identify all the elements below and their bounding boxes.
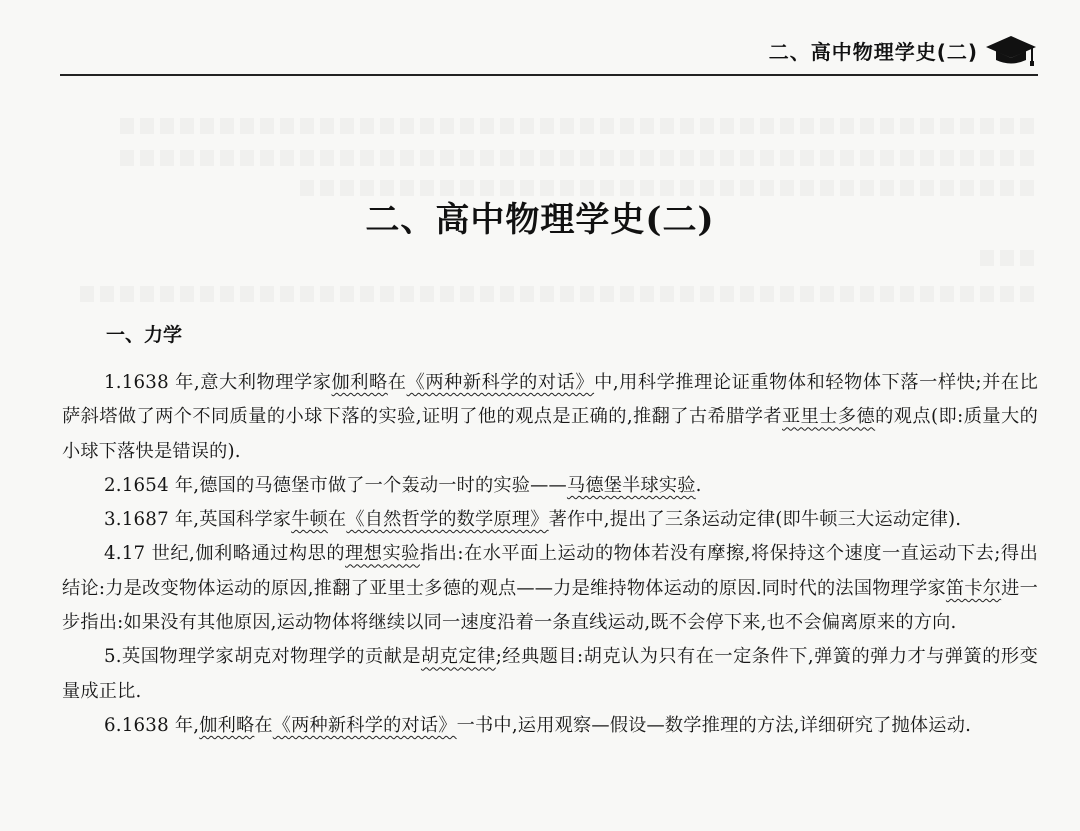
item-text: 6.1638 年,	[104, 714, 200, 736]
running-header-title: 二、高中物理学史(二)	[768, 39, 978, 64]
item-text: 4.17 世纪,伽利略通过构思的	[104, 543, 346, 565]
key-term: 《两种新科学的对话》	[406, 372, 595, 393]
item-text: 中,用科学推理论证重物体和轻物体下落一样快;并在比萨斜塔做了两个不同质量的小球下落的实验,证明了他的观点是正确的,推翻了古希腊学者	[62, 372, 1039, 428]
key-term: 伽利略	[331, 372, 388, 393]
item-text: 5.英国物理学家胡克对物理学的贡献是	[104, 646, 421, 668]
item-text: 1.1638 年,意大利物理学家	[104, 372, 332, 393]
list-item	[62, 366, 1038, 469]
list-item	[62, 469, 1038, 503]
list-item	[62, 640, 1038, 709]
item-text: 进一步指出:如果没有其他原因,运动物体将继续以同一速度沿着一条直线运动,既不会停下来,也不会偏离原来的方向.	[62, 577, 1038, 634]
item-list	[62, 366, 1038, 743]
list-item	[62, 503, 1038, 537]
graduation-cap-icon	[984, 32, 1038, 68]
item-text: 著作中,提出了三条运动定律(即牛顿三大运动定律).	[548, 509, 962, 531]
key-term: 《自然哲学的数学原理》	[346, 509, 549, 531]
key-term: 理想实验	[345, 543, 420, 565]
page-title: 二、高中物理学史(二)	[365, 200, 715, 240]
running-header	[769, 32, 1038, 68]
item-text: ;经典题目:胡克认为只有在一定条件下,弹簧的弹力才与弹簧的形变量成正比.	[62, 646, 1038, 702]
item-text: .	[695, 474, 702, 496]
item-text: 在	[327, 509, 347, 531]
key-term: 牛顿	[291, 509, 328, 531]
list-item	[62, 537, 1038, 640]
key-term: 亚里士多德	[782, 406, 876, 428]
item-text: 指出:在水平面上运动的物体若没有摩擦,将保持这个速度一直运动下去;得出结论:力是改变物体运动的原因,推翻了亚里士多德的观点——力是维持物体运动的原因.同时代的法国物理学家	[62, 543, 1038, 599]
key-term: 《两种新科学的对话》	[272, 714, 457, 736]
key-term: 马德堡半球实验	[566, 474, 696, 496]
header-rule	[60, 74, 1038, 76]
section-heading: 一、力学	[106, 324, 183, 346]
item-text: 的观点(即:质量大的小球下落快是错误的).	[62, 406, 1038, 462]
list-item	[62, 709, 1038, 743]
item-text: 3.1687 年,英国科学家	[104, 509, 292, 531]
item-text: 一书中,运用观察—假设—数学推理的方法,详细研究了抛体运动.	[456, 714, 972, 736]
item-text: 2.1654 年,德国的马德堡市做了一个轰动一时的实验——	[104, 474, 567, 496]
key-term: 胡克定律	[420, 646, 496, 668]
key-term: 笛卡尔	[945, 577, 1002, 599]
bleed-through-line	[120, 150, 1040, 166]
item-text: 在	[387, 372, 407, 393]
bleed-through-line	[120, 118, 1040, 134]
item-text: 在	[254, 714, 273, 736]
bleed-through-line	[80, 286, 1040, 302]
bleed-through-line	[980, 250, 1040, 266]
key-term: 伽利略	[199, 714, 255, 736]
